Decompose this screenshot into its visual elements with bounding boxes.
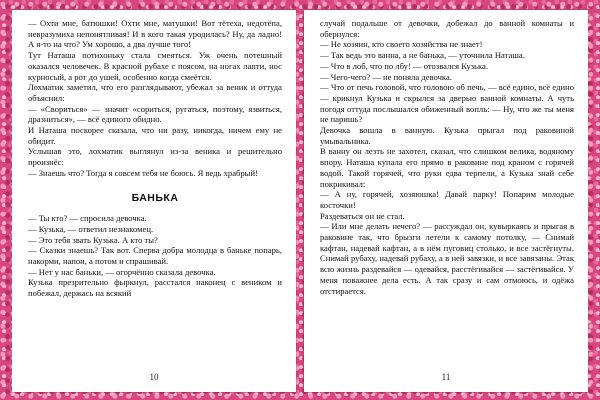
paragraph: — Что от печь головой, что головою об печь, — всё едино, всё едино — крикнул Кузька и скрылся за дверью ванной комнаты. А чуть погодя оттуда послышался обиженный вопль: — Ну, что же ты меня не паришь?	[320, 82, 574, 125]
paragraph: — Что в лоб, что по лбу! — отозвался Кузька.	[320, 60, 488, 71]
paragraph: — Так ведь это ванна, а не банька, — уточнила Наташа.	[320, 50, 525, 61]
paragraph: Кузька презрительно фыркнул, расстался наконец с веником и побежал, держась на всякий	[28, 277, 282, 299]
paragraph: — Или мне делать нечего? — рассуждал он, кувыркаясь и прыгая в раковине так, что брызги летели к самому потолку, — Снимай кафтан, надевай кафтан, а в нём пуговиц столько, и все застёгнуты. Снимай рубаху, надевай рубаху, а в ней завязки, и все завязаны. Этак всю жизнь раздевайся — одевайся, расстёгивайся — застёгивайся. У меня поважнее дела есть. А так сразу и сам отмоюсь, и одёжа отстирается.	[320, 221, 574, 296]
paragraph: Лохматик заметил, что его разглядывают, убежал за веник и оттуда объяснил:	[28, 82, 282, 103]
paragraph: Услышав это, лохматик выглянул из-за веника и решительно произнёс:	[28, 146, 282, 168]
page-number: 10	[149, 372, 159, 382]
paragraph: — Ты кто? — спросила девочка.	[28, 213, 147, 224]
right-page-text	[320, 18, 574, 296]
paragraph: случай подальше от девочки, добежал до ванной комнаты и обернулся:	[320, 18, 574, 39]
paragraph: — Охти мне, батюшки! Охти мне, матушки! Вот тётеха, недотёпа, невразумиха непонятливая! И в кого такая уродилась? Ну, да ладно! А я-то на что? Ум хорошо, а два лучше того!	[28, 18, 282, 50]
paragraph: Раздеваться он не стал.	[320, 210, 405, 221]
paragraph: — Знаешь что? Тогда я совсем тебя не боюсь. Я ведь храбрый!	[28, 167, 258, 178]
paragraph: — Нет у нас баньки, — огорчённо сказала девочка.	[28, 266, 216, 277]
right-page	[304, 10, 588, 392]
paragraph: — Сказки знаешь? Так вот. Сперва добра молодца в баньке попарь, накорми, напои, а потом и спрашивай.	[28, 245, 282, 267]
paragraph: — Чего-чего? — не поняла девочка.	[320, 71, 452, 82]
paragraph: — А ну, горячей, хозяюшка! Давай парку! Попарим молодые косточки!	[320, 189, 574, 210]
chapter-heading: БАНЬКА	[131, 191, 179, 204]
paragraph: — Кузька, — ответил незнакомец.	[28, 223, 154, 234]
paragraph: И Наташа поскорее сказала, что ни разу, никогда, ничем ему не обидит.	[28, 125, 282, 146]
paragraph: Тут Наташа потихоньку стала смеяться. Уж очень потешный оказался человечек. В красной рубахе с поясом, на ногах лапти, нос курносый, а рот до ушей, особенно когда смеётся.	[28, 50, 282, 82]
left-page-text	[28, 18, 282, 299]
paragraph: Девочка вошла в ванную. Кузька прыгал под раковиной умывальника.	[320, 125, 574, 146]
page-number: 11	[441, 372, 451, 382]
paragraph: — «Свориться» — значит «сориться, ругаться, поэтому, язвиться, дразниться», — всё единого обидно.	[28, 103, 282, 125]
paragraph: В ванну он лезть не захотел, сказал, что слишком велика, водяному впору. Наташа купала его прямо в раковине под краном с горячей водой. Такой горячей, что руки едва терпели, а Кузька знай себе покрикивал:	[320, 146, 574, 189]
left-page	[12, 10, 296, 392]
paragraph: — Это тебя звать Кузька. А кто ты?	[28, 234, 158, 245]
paragraph: — Не хозяин, кто своего хозяйства не знает!	[320, 39, 483, 50]
